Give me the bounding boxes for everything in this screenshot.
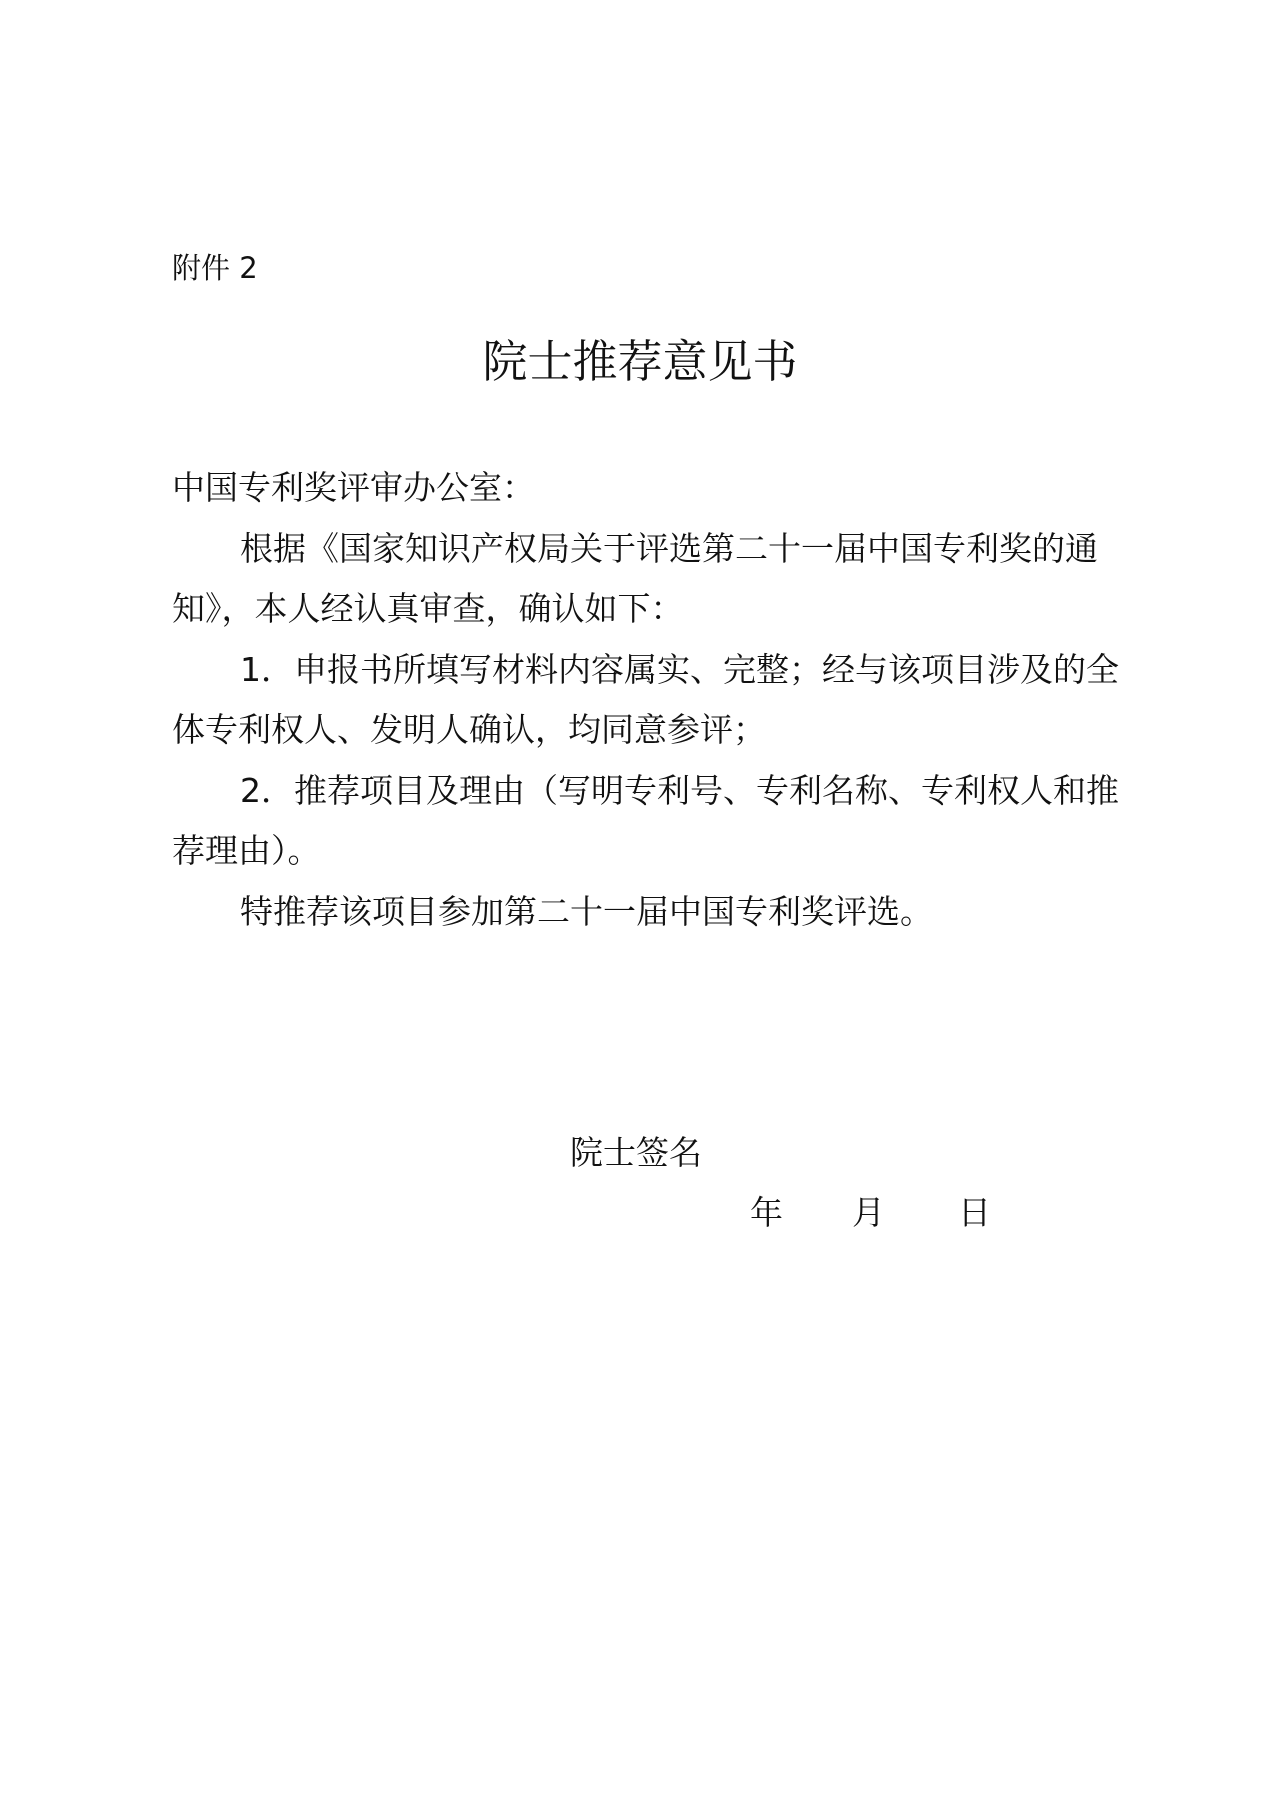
paragraph-item-1: 1．申报书所填写材料内容属实、完整；经与该项目涉及的全体专利权人、发明人确认，均同意参评； [172, 649, 1119, 749]
date-year-label: 年 [750, 1193, 783, 1232]
attachment-label: 附件 2 [172, 251, 258, 285]
addressee: 中国专利奖评审办公室： [172, 468, 535, 507]
paragraph-recommendation: 特推荐该项目参加第二十一届中国专利奖评选。 [240, 891, 933, 931]
paragraph-item-2: 2．推荐项目及理由（写明专利号、专利名称、专利权人和推荐理由）。 [172, 770, 1119, 870]
date-day-label: 日 [958, 1193, 991, 1232]
date-month-label: 月 [852, 1193, 885, 1232]
signature-label: 院士签名 [570, 1133, 702, 1172]
document-title: 院士推荐意见书 [482, 335, 798, 388]
document-body [172, 458, 1122, 942]
paragraph-notice: 根据《国家知识产权局关于评选第二十一届中国专利奖的通知》，本人经认真审查，确认如下： [172, 528, 1098, 628]
